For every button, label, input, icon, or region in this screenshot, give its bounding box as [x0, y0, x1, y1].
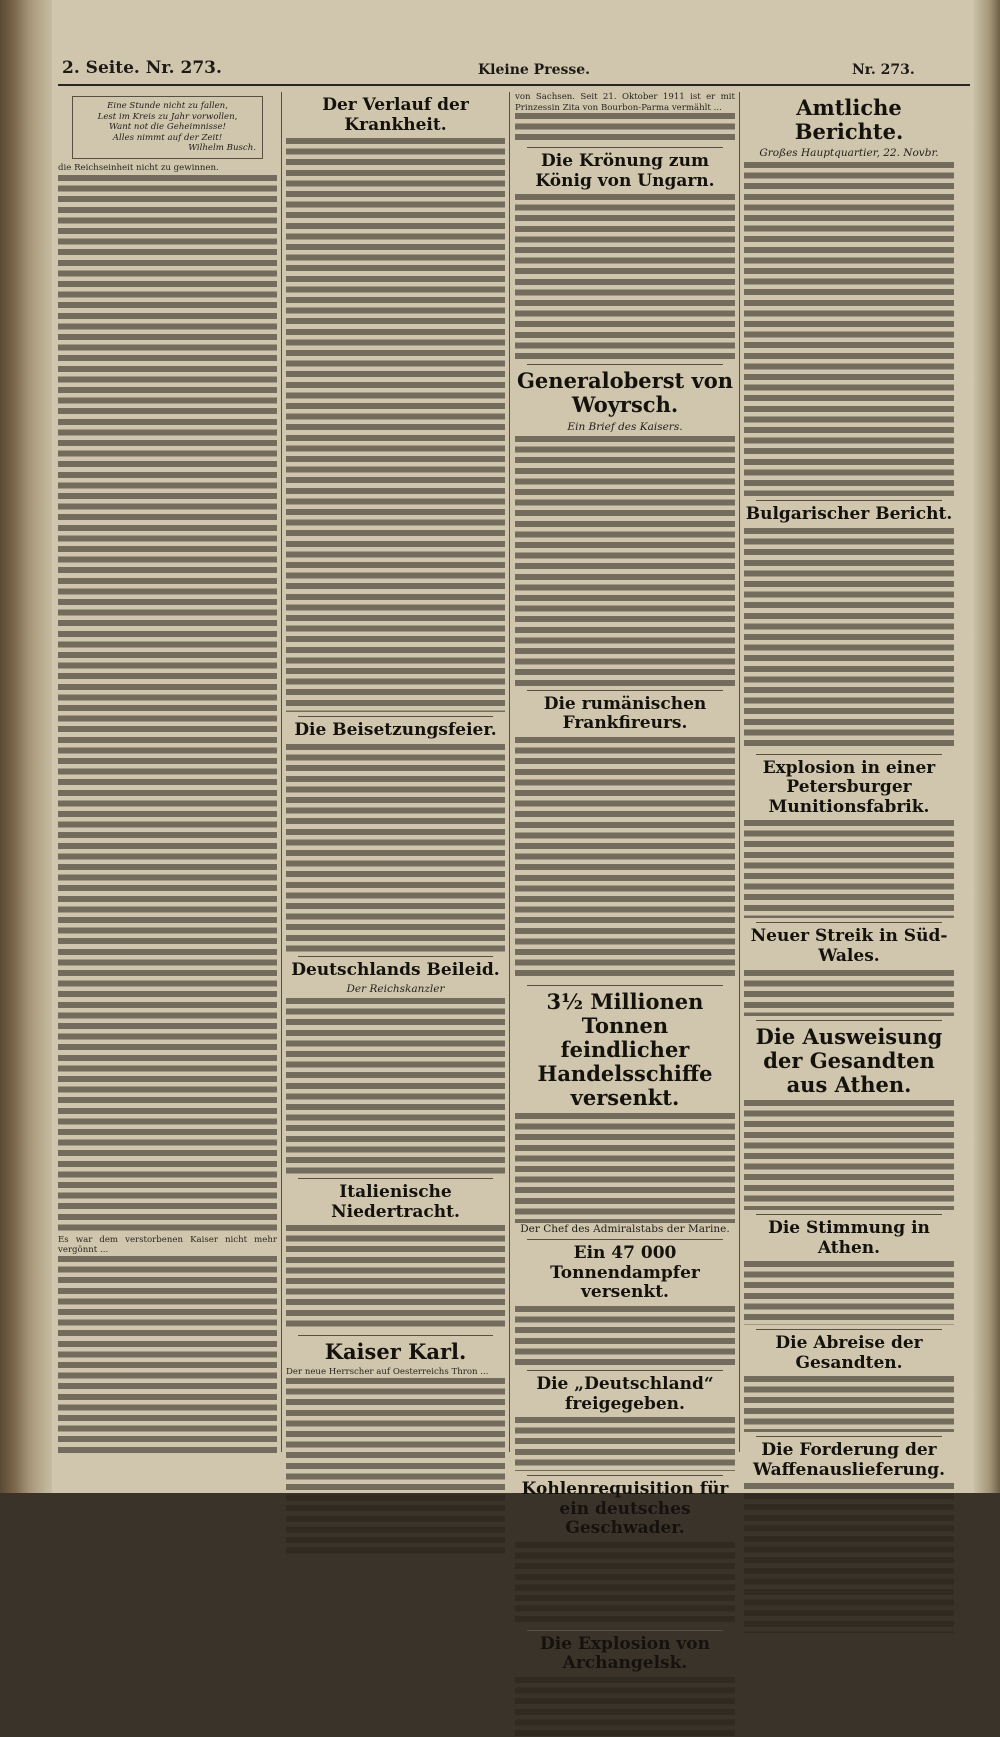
unreadable-text [744, 528, 954, 750]
article-headline: Die Stimmung in Athen. [768, 1217, 930, 1258]
unreadable-text [744, 162, 954, 496]
article-subheading: Ein Brief des Kaisers. [567, 420, 683, 433]
article-headline: Kaiser Karl. [324, 1339, 467, 1365]
unreadable-text [744, 1376, 954, 1432]
article-headline: Deutschlands Beileid. [291, 959, 500, 980]
masthead-small: Kleine Presse. [478, 62, 591, 78]
unreadable-text [515, 1113, 735, 1223]
article-headline: Explosion in einer Petersburger Munitionsfabrik. [762, 757, 936, 817]
unreadable-text [744, 1261, 954, 1325]
unreadable-text [515, 436, 735, 686]
page-edge [974, 0, 1000, 1493]
unreadable-text [515, 1677, 735, 1737]
unreadable-text [515, 1417, 735, 1471]
article-text: Es war dem verstorbenen Kaiser nicht mehr vergönnt ... [58, 1234, 277, 1256]
article-headline: Ein 47 000 Tonnendampfer versenkt. [550, 1243, 700, 1303]
article-subheading: Großes Hauptquartier, 22. Novbr. [759, 147, 939, 160]
unreadable-text [744, 1483, 954, 1633]
article-headline: Bulgarischer Bericht. [745, 504, 953, 525]
article-headline: Der Verlauf der Krankheit. [322, 95, 469, 135]
article-headline: Die Ausweisung der Gesandten aus Athen. [755, 1023, 943, 1097]
unreadable-text [515, 194, 735, 360]
article-headline: Italienische Niedertracht. [331, 1182, 460, 1222]
unreadable-text [515, 1306, 735, 1366]
unreadable-text [58, 175, 277, 1235]
article-headline: Die Explosion von Archangelsk. [540, 1633, 710, 1674]
article-headline: Die Abreise der Gesandten. [775, 1333, 923, 1373]
poem-box: Eine Stunde nicht zu fallen, Lest im Kreis zu Jahr vorwollen, Want not die Geheimnisse! Alles nimmt auf der Zeit! Wilhelm Busch. [72, 96, 263, 159]
article-headline: Kohlenrequisition für ein deutsches Geschwader. [521, 1479, 729, 1539]
article-headline: Amtliche Berichte. [794, 95, 904, 145]
book-spine [0, 0, 52, 1493]
issue-number-header: Nr. 273. [852, 62, 915, 78]
unreadable-text [286, 1378, 505, 1558]
column-1 [58, 92, 277, 1462]
column-4 [744, 92, 954, 1480]
unreadable-text [744, 970, 954, 1016]
article-headline: Die Krönung zum König von Ungarn. [535, 151, 715, 191]
page-number-header: 2. Seite. Nr. 273. [62, 58, 222, 78]
article-signoff: Der Chef des Admiralstabs der Marine. [520, 1223, 730, 1236]
article-headline: Die „Deutschland“ freigegeben. [536, 1374, 714, 1414]
unreadable-text [286, 998, 505, 1174]
article-headline: 3½ Millionen Tonnen feindlicher Handelsschiffe versenkt. [537, 988, 713, 1111]
article-text: von Sachsen. Seit 21. Oktober 1911 ist er mit Prinzessin Zita von Bourbon-Parma vermählt ... [515, 92, 735, 113]
article-headline: Neuer Streik in Süd-Wales. [750, 926, 948, 967]
article-headline: Die Forderung der Waffenauslieferung. [752, 1440, 946, 1480]
unreadable-text [286, 138, 505, 712]
unreadable-text [286, 1225, 505, 1331]
column-3 [515, 92, 735, 1674]
unreadable-text [744, 820, 954, 918]
article-headline: Generaloberst von Woyrsch. [517, 368, 733, 418]
column-2 [286, 92, 505, 1462]
article-subheading: Der Reichskanzler [346, 983, 445, 996]
article-text: die Reichseinheit nicht zu gewinnen. [58, 162, 219, 173]
unreadable-text [515, 113, 735, 143]
unreadable-text [515, 737, 735, 981]
article-headline: Die rumänischen Frankfireurs. [543, 693, 707, 734]
header-rule [58, 84, 970, 86]
article-text: Der neue Herrscher auf Oesterreichs Thron ... [286, 1367, 489, 1378]
unreadable-text [58, 1256, 277, 1456]
unreadable-text [515, 1542, 735, 1626]
unreadable-text [744, 1100, 954, 1210]
unreadable-text [286, 744, 505, 952]
article-headline: Die Beisetzungsfeier. [294, 720, 497, 741]
